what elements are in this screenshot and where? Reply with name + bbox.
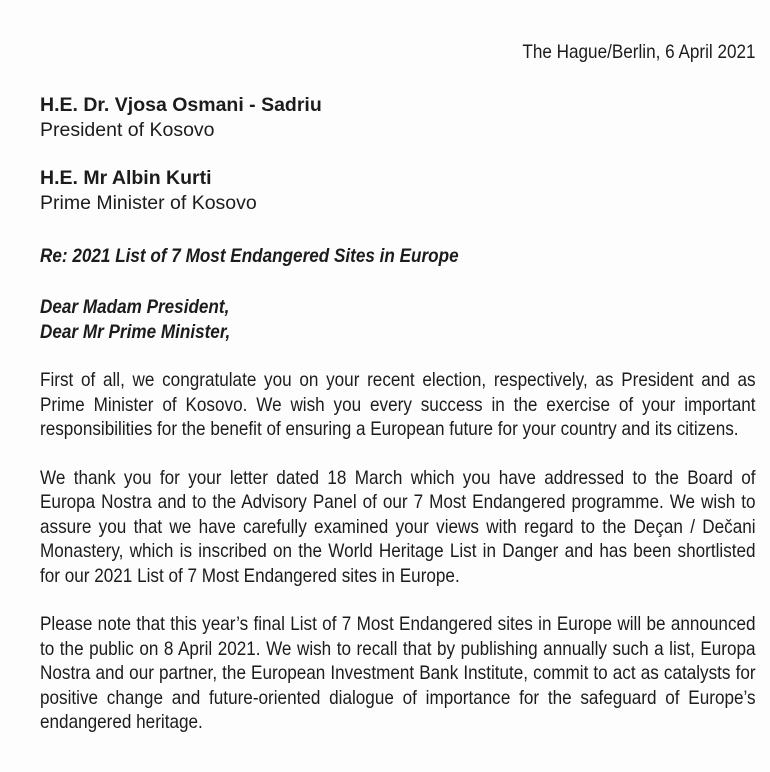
salutation-prime-minister: Dear Mr Prime Minister,: [40, 321, 231, 343]
salutation-president: Dear Madam President,: [40, 296, 230, 318]
dateline: The Hague/Berlin, 6 April 2021: [522, 41, 756, 63]
recipient-title-president: President of Kosovo: [40, 119, 215, 141]
recipient-name-president: H.E. Dr. Vjosa Osmani - Sadriu: [40, 94, 322, 116]
subject-line: Re: 2021 List of 7 Most Endangered Sites in Europe: [40, 245, 459, 267]
body-paragraph-letter-acknowledgement: We thank you for your letter dated 18 March which you have addressed to the Board of Europa Nostra and to the Advisory Panel of our 7 Most Endangered programme. We wish to assure you that we have carefully examined your views with regard to the Deçan / Dečani Monastery, which is inscribed on the World Heritage List in Danger and has been shortlisted for our 2021 List of 7 Most Endangered sites in Europe.: [40, 466, 756, 587]
body-paragraph-announcement: Please note that this year’s final List of 7 Most Endangered sites in Europe will be announced to the public on 8 April 2021. We wish to recall that by publishing annually such a list, Europa Nostra and our partner, the European Investment Bank Institute, commit to act as catalysts for positive change and future-oriented dialogue of importance for the safeguard of Europe’s endangered heritage.: [40, 613, 756, 733]
salutation-block: [40, 295, 756, 345]
recipient-title-prime-minister: Prime Minister of Kosovo: [40, 192, 257, 214]
recipient-block-president: [40, 93, 756, 143]
recipient-name-prime-minister: H.E. Mr Albin Kurti: [40, 167, 212, 189]
body-paragraph-congratulations: First of all, we congratulate you on your recent election, respectively, as President and as Prime Minister of Kosovo. We wish you every success in the exercise of your important responsibilities for the benefit of ensuring a European future for your country and its citizens.: [40, 369, 756, 440]
recipient-block-prime-minister: [40, 166, 756, 216]
